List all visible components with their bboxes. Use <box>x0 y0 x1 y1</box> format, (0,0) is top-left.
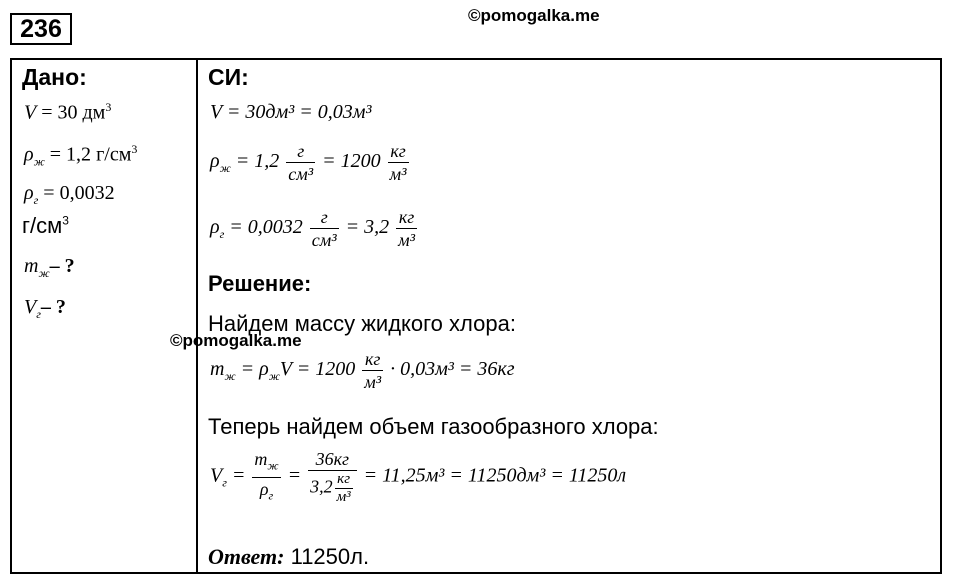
problem-number: 236 <box>10 13 72 45</box>
given-density-gas-unit: $г/см^3$ <box>22 213 69 238</box>
given-density-liquid: $\rho_ж = 1,2$ $г/см^3$ <box>24 142 138 169</box>
given-density-gas: $\rho_г = 0,0032$ <box>24 182 115 207</box>
solution-heading: Решение: <box>208 271 312 296</box>
watermark-middle: ©pomogalka.me <box>170 331 302 350</box>
equation-volume: $V_г$ = $\frac{m_ж}{\rho_г}$ = 36кг 3,2 $\frac{кг}{\text{м³}}$ = 11,25м³ = 11250дм³ = 11250л <box>210 449 627 506</box>
si-density-gas: $\rho_г = 0,0032$ $\frac{г}{\text{см³}}$ = 3,2 $\frac{кг}{\text{м³}}$ <box>210 207 416 250</box>
find-mass: $m_ж-$ ? <box>24 255 75 280</box>
equation-mass: $m_ж = \rho_жV = 1200$ $\frac{кг}{\text{м³}}$ · 0,03м³ = 36кг <box>210 349 515 392</box>
si-heading: СИ: <box>208 64 249 90</box>
find-volume: $V_г-$ ? <box>24 296 66 321</box>
column-divider <box>196 58 198 574</box>
given-volume: V = 30 $дм^3$ <box>24 100 112 124</box>
solution-text-mass: Найдем массу жидкого хлора: <box>208 311 516 336</box>
si-density-liquid: $\rho_ж = 1,2$ $\frac{г}{\text{см³}}$ = 1200 $\frac{кг}{\text{м³}}$ <box>210 141 407 184</box>
watermark-top: ©pomogalka.me <box>468 6 600 25</box>
si-volume: V = 30дм³ = 0,03м³ <box>210 101 372 123</box>
given-heading: Дано: <box>22 64 87 90</box>
solution-text-volume: Теперь найдем объем газообразного хлора: <box>208 414 659 439</box>
answer: Ответ: 11250л. <box>208 544 370 569</box>
